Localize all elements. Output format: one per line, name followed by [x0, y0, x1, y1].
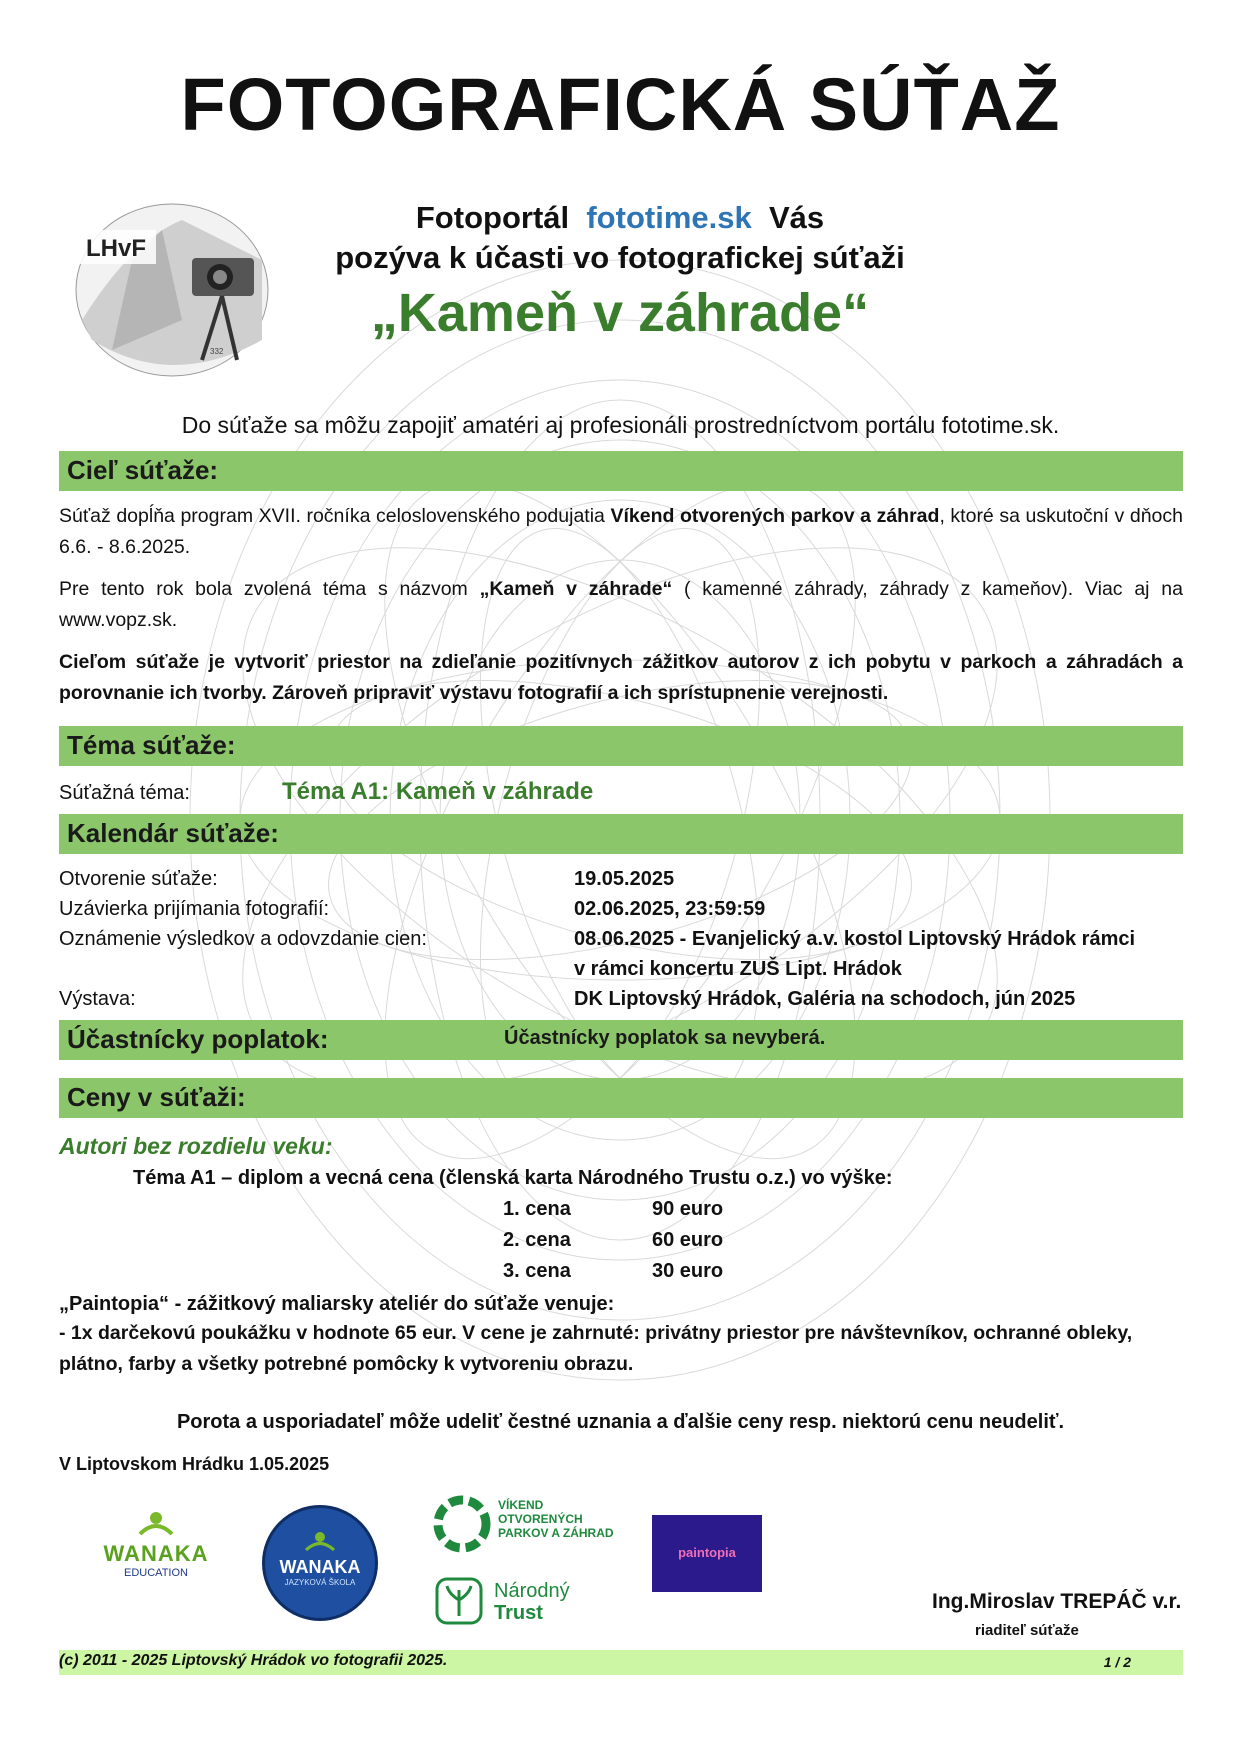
- calendar-label: Výstava:: [59, 988, 136, 1010]
- calendar-value: 02.06.2025, 23:59:59: [574, 898, 766, 920]
- calendar-value: DK Liptovský Hrádok, Galéria na schodoch, jún 2025: [574, 988, 1076, 1010]
- wanaka-figure-icon: [136, 1510, 176, 1536]
- footer-text: (c) 2011 - 2025 Liptovský Hrádok vo fotografii 2025.: [59, 1652, 448, 1669]
- theme-value: Téma A1: Kameň v záhrade: [282, 778, 594, 805]
- lhvf-logo-caption: 332: [210, 347, 224, 356]
- prize-amount: 60 euro: [652, 1229, 724, 1251]
- jury-note: Porota a usporiadateľ môže udeliť čestné uznania a ďalšie ceny resp. niektorú cenu neudeliť.: [176, 1411, 1065, 1433]
- lhvf-logo: [72, 200, 272, 380]
- prize-amount: 30 euro: [652, 1260, 724, 1282]
- wanaka-figure-icon: [303, 1530, 337, 1552]
- calendar-label: Otvorenie súťaže:: [59, 868, 218, 890]
- calendar-value: 08.06.2025 - Evanjelický a.v. kostol Liptovský Hrádok rámci: [574, 928, 1136, 950]
- paintopia-logo: paintopia: [652, 1515, 762, 1592]
- page-number: 1 / 2: [1103, 1654, 1131, 1670]
- lhvf-logo-text: LHvF: [86, 235, 146, 262]
- signature-role: riaditeľ súťaže: [975, 1622, 1079, 1639]
- site-link[interactable]: fototime.sk: [586, 200, 752, 235]
- prizes-theme-line: Téma A1 – diplom a vecná cena (členská karta Národného Trustu o.z.) vo výške:: [133, 1167, 893, 1189]
- wanaka-education-logo: WANAKA EDUCATION: [86, 1510, 226, 1600]
- invite-line-2: pozýva k účasti vo fotografickej súťaži: [335, 240, 905, 275]
- invite-line-1: Fotoportál fototime.sk Vás: [415, 200, 825, 235]
- theme-label: Súťažná téma:: [59, 782, 190, 804]
- paintopia-line: „Paintopia“ - zážitkový maliarsky ateliér do súťaže venuje:: [59, 1293, 615, 1315]
- section-bar-calendar: Kalendár súťaže:: [59, 814, 1183, 854]
- contest-name: „Kameň v záhrade“: [370, 283, 870, 343]
- prizes-subtitle: Autori bez rozdielu veku:: [59, 1133, 333, 1159]
- place-date: V Liptovskom Hrádku 1.05.2025: [59, 1454, 330, 1474]
- calendar-label: Uzávierka prijímania fotografií:: [59, 898, 330, 920]
- section-bar-fee: Účastnícky poplatok: Účastnícky poplatok sa nevyberá.: [59, 1020, 1183, 1060]
- page-title: FOTOGRAFICKÁ SÚŤAŽ: [180, 63, 1061, 146]
- narodny-trust-logo: Národný Trust: [434, 1576, 604, 1626]
- invitation-block: [300, 200, 940, 344]
- prize-place: 1. cena: [503, 1198, 571, 1220]
- fee-text: Účastnícky poplatok sa nevyberá.: [504, 1027, 826, 1049]
- calendar-label: Oznámenie výsledkov a odovzdanie cien:: [59, 928, 427, 950]
- section-bar-goal: Cieľ súťaže:: [59, 451, 1183, 491]
- calendar-value: 19.05.2025: [574, 868, 675, 890]
- lead-text: Do súťaže sa môžu zapojiť amatéri aj profesionáli prostredníctvom portálu fototime.sk.: [181, 412, 1060, 438]
- goal-paragraph-1: Súťaž dopĺňa program XVII. ročníka celoslovenského podujatia Víkend otvorených parkov a záhrad, ktoré sa uskutoční v dňoch 6.6. - 8.6.2025.: [59, 505, 1183, 558]
- vopz-ring-icon: [432, 1494, 492, 1554]
- vopz-logo: VÍKEND OTVORENÝCH PARKOV A ZÁHRAD: [432, 1492, 617, 1572]
- trust-tree-icon: [434, 1576, 484, 1626]
- section-bar-prizes: Ceny v súťaži:: [59, 1078, 1183, 1118]
- signature-name: Ing.Miroslav TREPÁČ v.r.: [932, 1590, 1182, 1613]
- prize-place: 2. cena: [503, 1229, 571, 1251]
- goal-paragraph-3: Cieľom súťaže je vytvoriť priestor na zdieľanie pozitívnych zážitkov autorov z ich pobytu v parkoch a záhradách a porovnanie ich tvorby. Zároveň pripraviť výstavu fotografií a ich sprístupnenie verejnosti.: [59, 651, 1183, 704]
- calendar-value-continued: v rámci koncertu ZUŠ Lipt. Hrádok: [574, 958, 902, 980]
- paintopia-detail: - 1x darčekovú poukážku v hodnote 65 eur. V cene je zahrnuté: privátny priestor pre návštevníkov, ochranné obleky, plátno, farby a všetky potrebné pomôcky k vytvoreniu obrazu.: [59, 1322, 1133, 1375]
- section-bar-theme: Téma súťaže:: [59, 726, 1183, 766]
- footer-bar: [59, 1650, 1183, 1675]
- goal-paragraph-2: Pre tento rok bola zvolená téma s názvom „Kameň v záhrade“ ( kamenné záhrady, záhrady z kameňov). Viac aj na www.vopz.sk.: [59, 578, 1183, 631]
- prize-place: 3. cena: [503, 1260, 571, 1282]
- prize-amount: 90 euro: [652, 1198, 724, 1220]
- wanaka-language-school-logo: WANAKA JAZYKOVÁ ŠKOLA: [262, 1505, 378, 1621]
